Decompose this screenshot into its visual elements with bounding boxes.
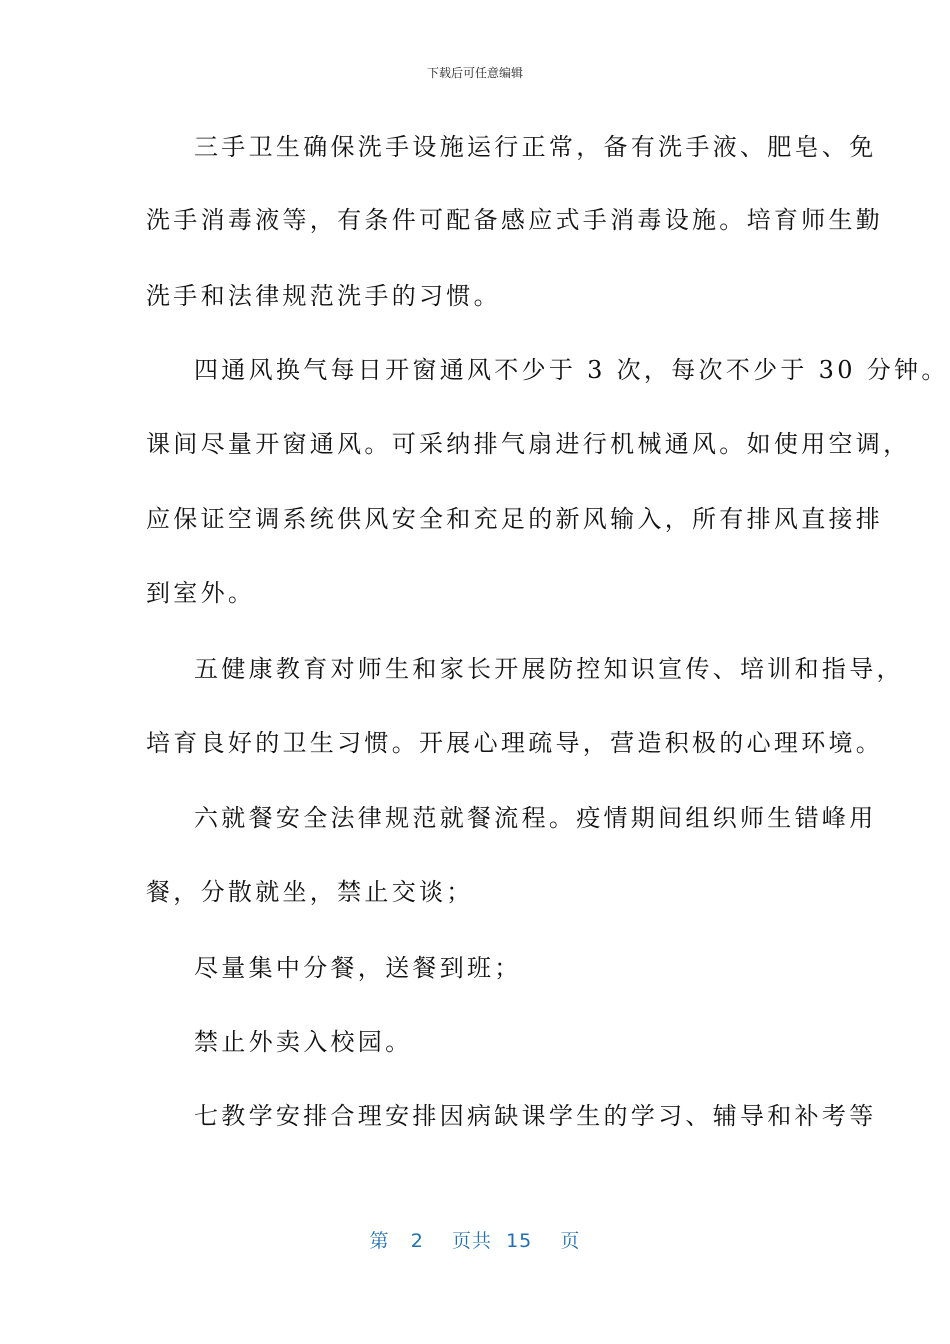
footer-middle: 页共 <box>451 1230 492 1252</box>
footer-suffix: 页 <box>560 1230 581 1252</box>
paragraph-line: 禁止外卖入校园。 <box>194 1028 413 1056</box>
paragraph-line: 三手卫生确保洗手设施运行正常，备有洗手液、肥皂、免 <box>194 133 877 161</box>
paragraph-line: 洗手消毒液等，有条件可配备感应式手消毒设施。培育师生勤 <box>146 206 884 234</box>
paragraph-line: 应保证空调系统供风安全和充足的新风输入，所有排风直接排 <box>146 505 884 533</box>
header-note: 下载后可任意编辑 <box>426 66 523 80</box>
paragraph-line: 餐，分散就坐，禁止交谈； <box>146 878 474 906</box>
paragraph-line: 四通风换气每日开窗通风不少于 3 次，每次不少于 30 分钟。 <box>194 356 949 384</box>
current-page-number: 2 <box>410 1230 424 1252</box>
paragraph-line: 七教学安排合理安排因病缺课学生的学习、辅导和补考等 <box>194 1102 877 1130</box>
footer-prefix: 第 <box>369 1230 390 1252</box>
paragraph-line: 尽量集中分餐，送餐到班； <box>194 954 522 982</box>
page-number-footer <box>0 1226 950 1253</box>
paragraph-line: 到室外。 <box>146 579 256 607</box>
paragraph-line: 六就餐安全法律规范就餐流程。疫情期间组织师生错峰用 <box>194 804 877 832</box>
paragraph-line: 五健康教育对师生和家长开展防控知识宣传、培训和指导， <box>194 655 904 683</box>
paragraph-line: 洗手和法律规范洗手的习惯。 <box>146 282 501 310</box>
paragraph-line: 课间尽量开窗通风。可采纳排气扇进行机械通风。如使用空调， <box>146 430 911 458</box>
total-page-count: 15 <box>506 1230 533 1252</box>
paragraph-line: 培育良好的卫生习惯。开展心理疏导，营造积极的心理环境。 <box>146 729 884 757</box>
